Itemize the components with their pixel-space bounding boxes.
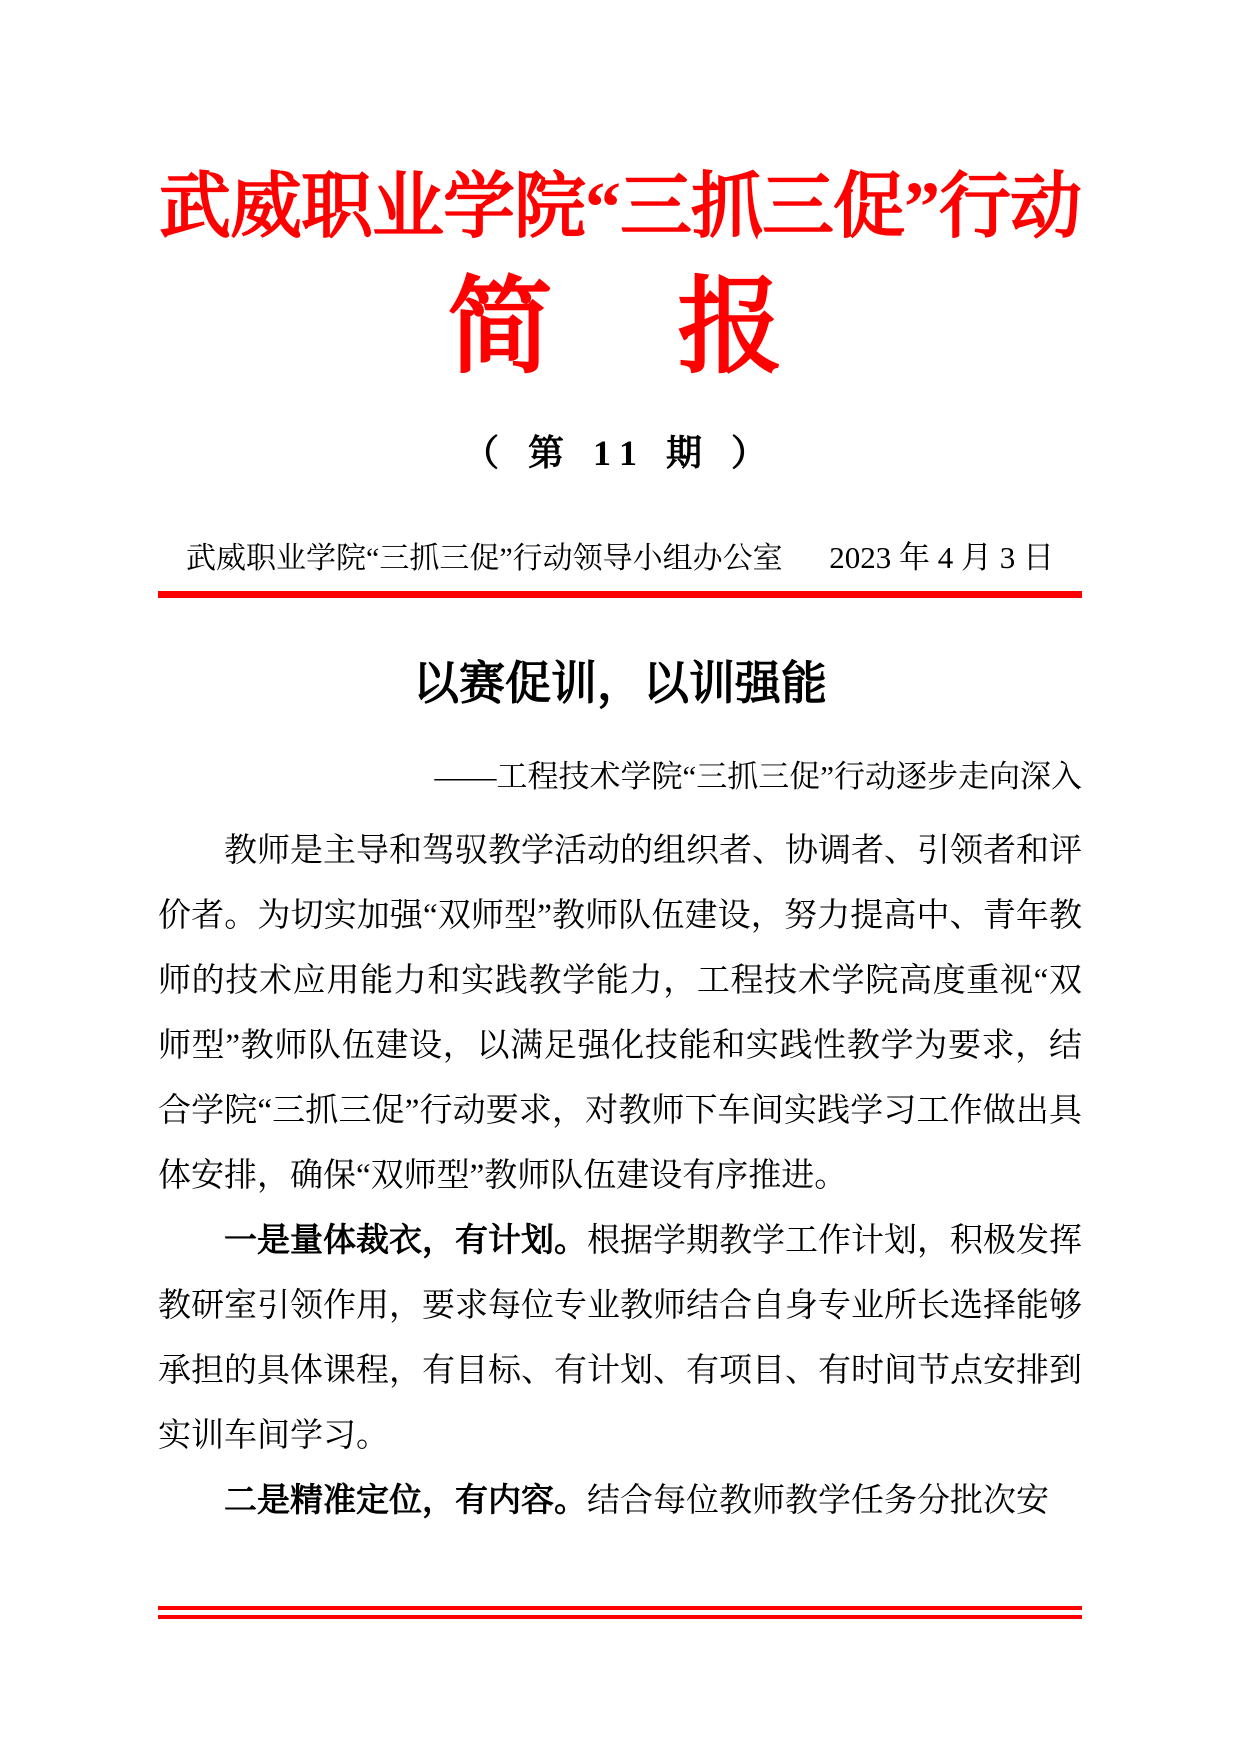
masthead-title-line2: 简 报	[447, 269, 793, 386]
issue-date: 2023 年 4 月 3 日	[829, 540, 1054, 575]
paragraph-lead: 一是量体裁衣，有计划。	[224, 1223, 587, 1259]
masthead-title-line1: 武威职业学院“三抓三促”行动	[158, 167, 1081, 247]
paragraph-text: 根据学期教学工作计划，积极发挥教研室引领作用，要求每位专业教师结合自身专业所长选择能够承担的具体课程，有目标、有计划、有项目、有时间节点安排到实训车间学习。	[158, 1223, 1082, 1454]
masthead	[158, 155, 1082, 598]
paragraph-text: 教师是主导和驾驭教学活动的组织者、协调者、引领者和评价者。为切实加强“双师型”教师队伍建设，努力提高中、青年教师的技术应用能力和实践教学能力，工程技术学院高度重视“双师型”教师队伍建设，以满足强化技能和实践性教学为要求，结合学院“三抓三促”行动要求，对教师下车间实践学习工作做出具体安排，确保“双师型”教师队伍建设有序推进。	[158, 833, 1082, 1194]
article-subtitle: ——工程技术学院“三抓三促”行动逐步走向深入	[434, 759, 1082, 794]
paragraph-lead: 二是精准定位，有内容。	[224, 1483, 587, 1519]
body-paragraph	[158, 1469, 1082, 1534]
body-paragraph	[158, 819, 1082, 1209]
footer-rule	[158, 1606, 1082, 1619]
header-rule	[158, 591, 1082, 598]
article-title: 以赛促训，以训强能	[413, 658, 827, 709]
office-row	[158, 538, 1082, 579]
body-paragraph	[158, 1209, 1082, 1469]
article	[158, 656, 1082, 1534]
issue-number: （ 第 11 期 ）	[462, 433, 777, 473]
article-body	[158, 819, 1082, 1534]
paragraph-text: 结合每位教师教学任务分批次安	[587, 1483, 1049, 1519]
issuing-office: 武威职业学院“三抓三促”行动领导小组办公室	[186, 542, 783, 575]
